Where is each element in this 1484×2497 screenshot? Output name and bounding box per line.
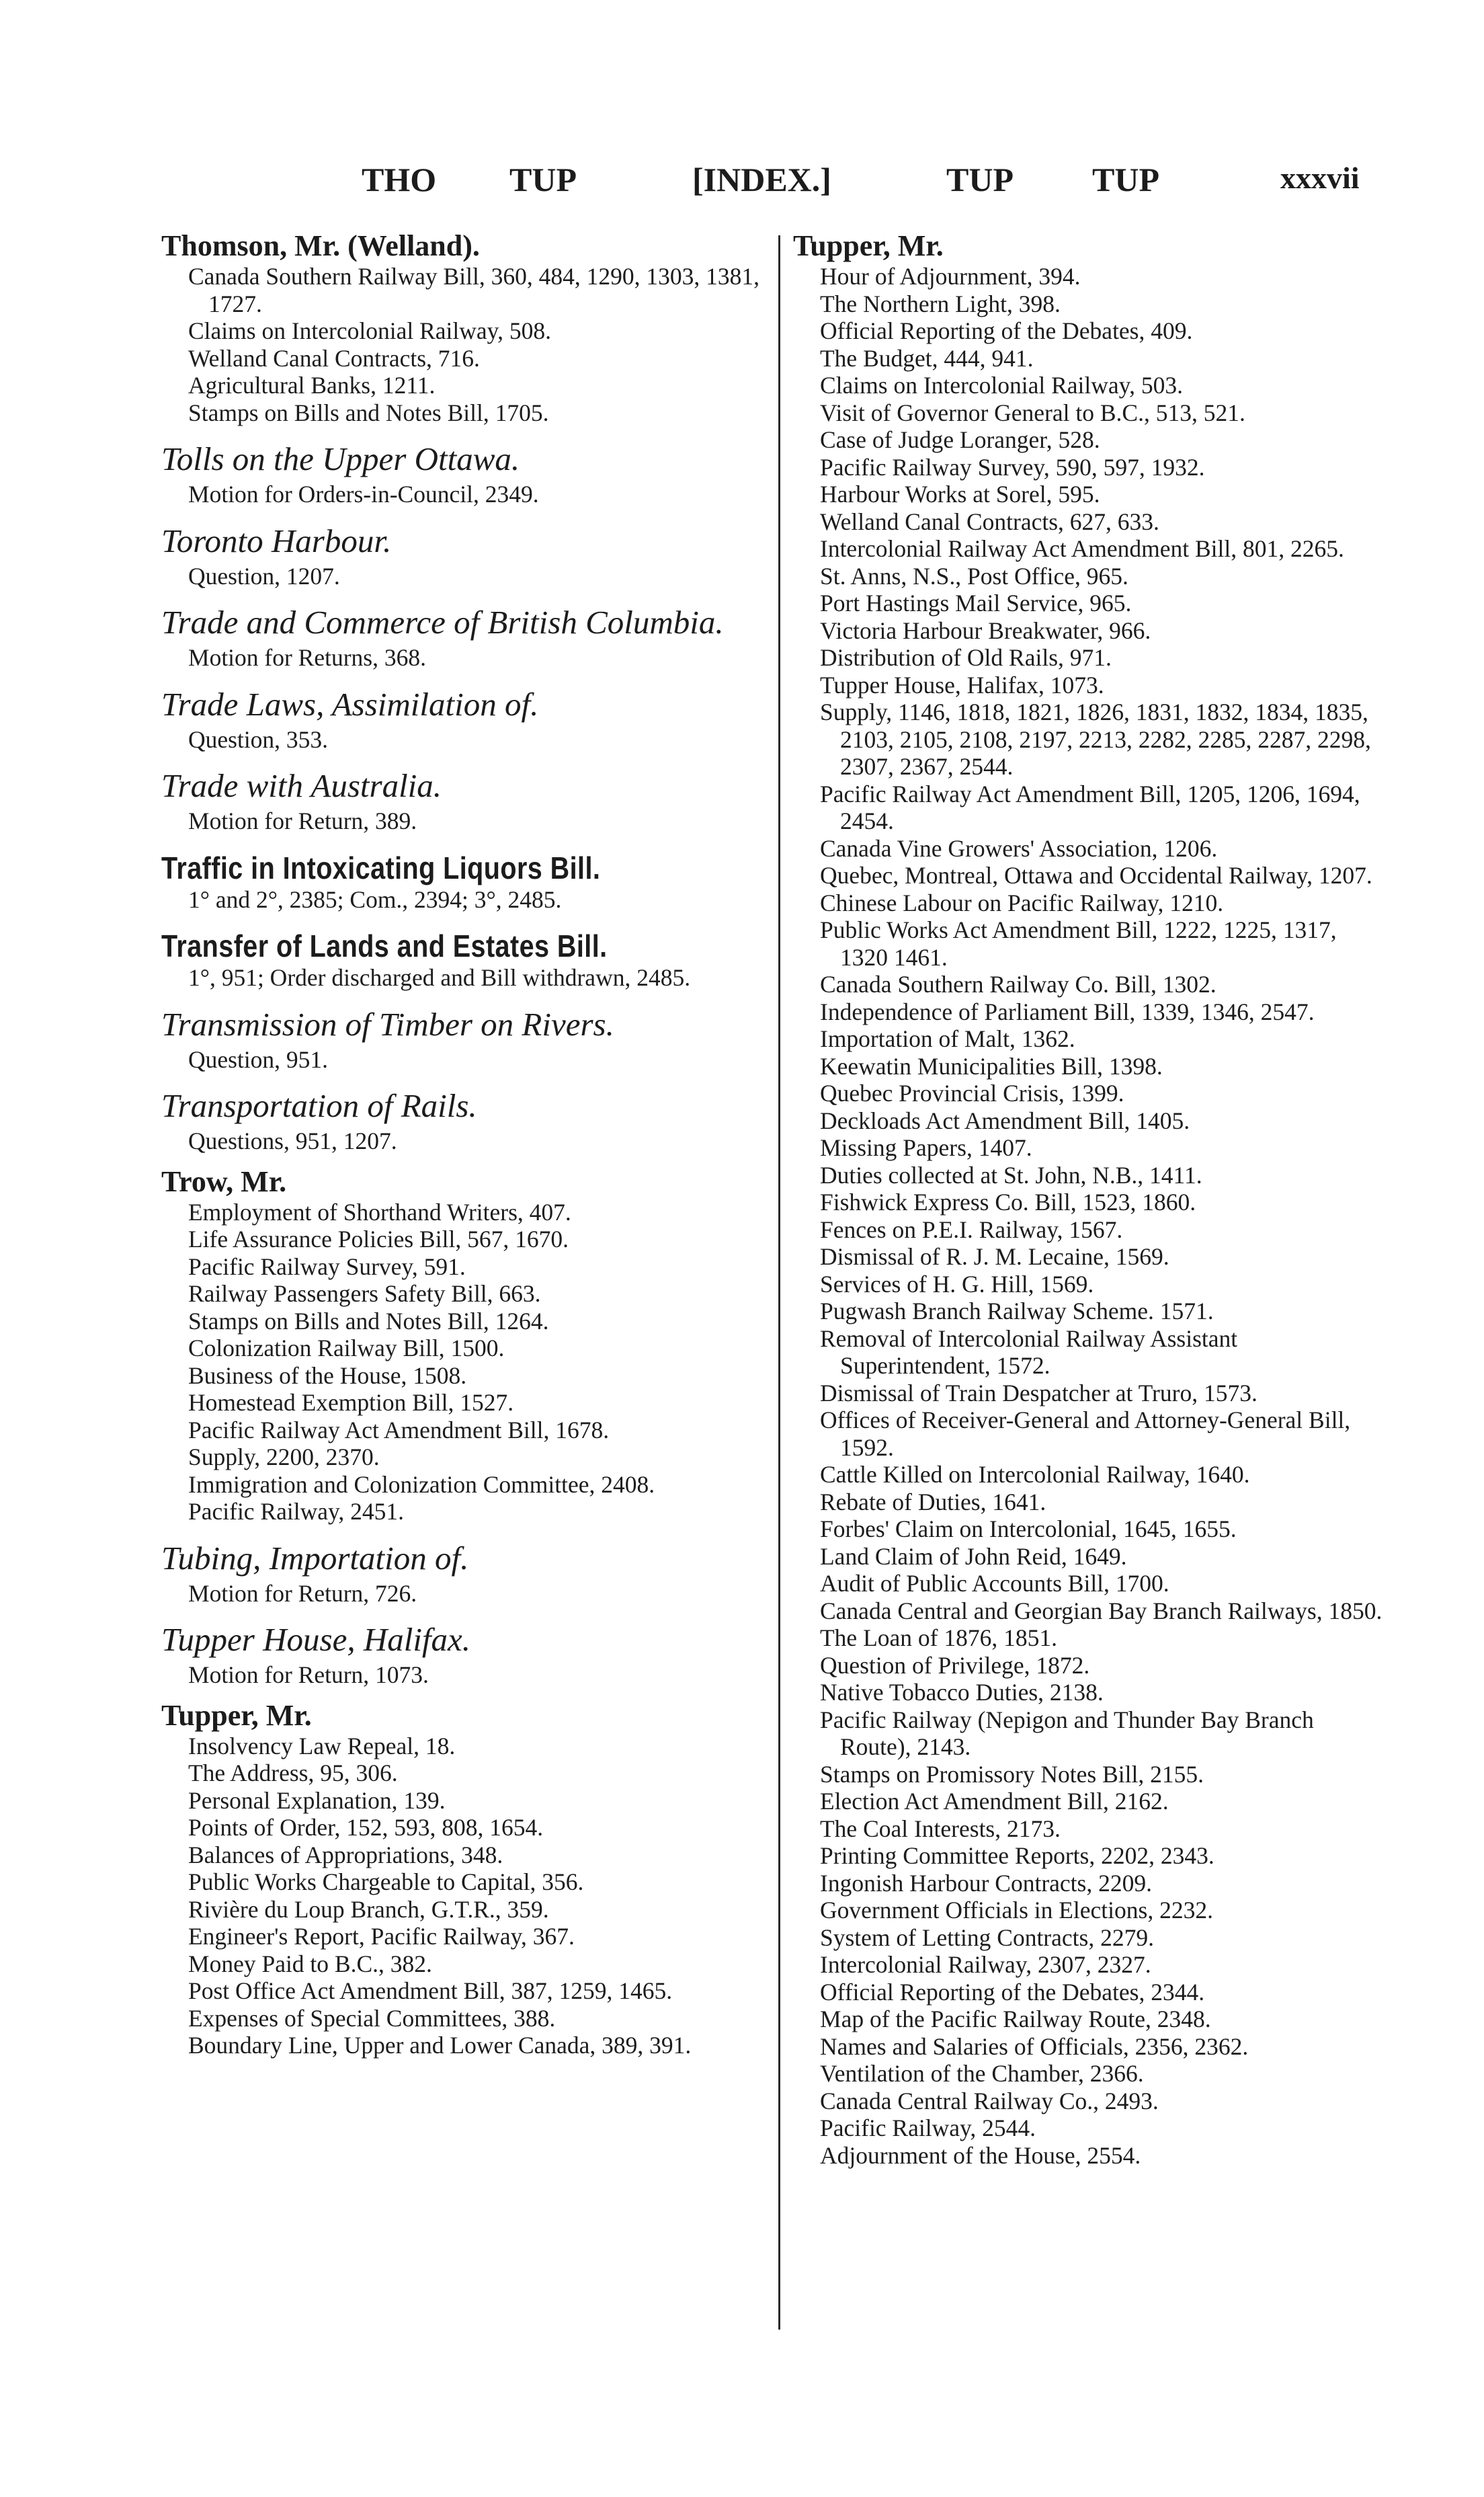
topic-heading: Trade Laws, Assimilation of. [161,685,539,723]
index-reference: Pacific Railway Survey, 591. [188,1253,466,1280]
index-entry [161,685,759,754]
index-reference: Pacific Railway Act Amendment Bill, 1678. [188,1416,610,1443]
index-reference: Intercolonial Railway, 2307, 2327. [820,1951,1151,1978]
index-reference: Victoria Harbour Breakwater, 966. [820,617,1151,644]
topic-heading: Trade with Australia. [161,767,442,804]
index-reference: Public Works Chargeable to Capital, 356. [188,1868,584,1895]
index-reference: Public Works Act Amendment Bill, 1222, 1225, 1317, 1320 1461. [820,916,1337,971]
index-reference: Native Tobacco Duties, 2138. [820,1679,1104,1706]
index-reference: Cattle Killed on Intercolonial Railway, 1640. [820,1461,1250,1488]
index-reference: Supply, 1146, 1818, 1821, 1826, 1831, 1832, 1834, 1835, 2103, 2105, 2108, 2197, 2213, 2282, 2285, 2287, 2298, 2307, 2367, 2544. [820,699,1371,780]
index-reference: Motion for Return, 726. [188,1579,417,1607]
index-entry [161,1620,759,1689]
index-reference: Agricultural Banks, 1211. [188,372,436,399]
member-heading: Thomson, Mr. (Welland). [161,229,480,262]
index-reference: Official Reporting of the Debates, 2344. [820,1978,1205,2006]
index-reference: Services of H. G. Hill, 1569. [820,1270,1094,1298]
index-reference: Motion for Return, 1073. [188,1661,429,1688]
index-entry [161,440,759,508]
left-column [161,229,759,2059]
topic-heading: Tolls on the Upper Ottawa. [161,440,520,477]
index-reference: Deckloads Act Amendment Bill, 1405. [820,1107,1190,1134]
index-reference: Canada Central Railway Co., 2493. [820,2087,1159,2114]
index-reference: The Loan of 1876, 1851. [820,1624,1057,1651]
topic-heading: Toronto Harbour. [161,522,392,559]
index-entry [161,1086,759,1155]
index-reference: Quebec Provincial Crisis, 1399. [820,1080,1124,1107]
index-reference: Canada Southern Railway Co. Bill, 1302. [820,971,1217,998]
index-reference: Names and Salaries of Officials, 2356, 2362. [820,2032,1249,2060]
header-second-word: TUP [509,161,577,198]
member-heading: Tupper, Mr. [161,1698,312,1732]
column-divider [778,235,780,2330]
index-reference: The Northern Light, 398. [820,290,1061,317]
index-reference: Importation of Malt, 1362. [820,1025,1075,1052]
page-header [0,160,1484,207]
index-entry [161,1539,759,1608]
index-reference: Map of the Pacific Railway Route, 2348. [820,2006,1211,2032]
index-reference: Immigration and Colonization Committee, 2408. [188,1470,655,1498]
index-entry [161,928,759,992]
index-reference: Intercolonial Railway Act Amendment Bill, 801, 2265. [820,535,1344,562]
index-reference: Question of Privilege, 1872. [820,1651,1090,1679]
bill-heading: Traffic in Intoxicating Liquors Bill. [161,850,601,885]
index-reference: Motion for Orders-in-Council, 2349. [188,481,539,508]
index-reference: Claims on Intercolonial Railway, 503. [820,372,1183,399]
index-reference: Rebate of Duties, 1641. [820,1488,1046,1515]
index-entry [793,229,1385,2169]
index-reference: Life Assurance Policies Bill, 567, 1670. [188,1226,569,1253]
index-reference: Harbour Works at Sorel, 595. [820,481,1100,508]
index-reference: Business of the House, 1508. [188,1361,467,1389]
index-entry [161,1164,759,1525]
header-third-word: TUP [946,161,1014,198]
index-reference: Printing Committee Reports, 2202, 2343. [820,1842,1214,1869]
index-reference: System of Letting Contracts, 2279. [820,1924,1154,1951]
index-reference: Stamps on Promissory Notes Bill, 2155. [820,1760,1204,1788]
index-reference: Question, 951. [188,1045,329,1073]
index-reference: 1° and 2°, 2385; Com., 2394; 3°, 2485. [188,885,562,913]
index-reference: Chinese Labour on Pacific Railway, 1210. [820,889,1224,916]
index-reference: Pugwash Branch Railway Scheme. 1571. [820,1298,1214,1324]
index-reference: The Address, 95, 306. [188,1759,398,1786]
index-reference: Audit of Public Accounts Bill, 1700. [820,1570,1169,1597]
index-reference: Adjournment of the House, 2554. [820,2141,1141,2169]
index-reference: Colonization Railway Bill, 1500. [188,1335,505,1361]
index-reference: Missing Papers, 1407. [820,1134,1032,1161]
page-number: xxxvii [1280,161,1360,195]
index-reference: Insolvency Law Repeal, 18. [188,1732,456,1759]
index-reference: Port Hastings Mail Service, 965. [820,590,1132,617]
member-heading: Tupper, Mr. [793,229,944,262]
index-reference: Motion for Returns, 368. [188,644,426,671]
index-entry [161,522,759,590]
header-fourth-word: TUP [1092,161,1159,198]
index-reference: Government Officials in Elections, 2232. [820,1897,1213,1924]
index-reference: Dismissal of Train Despatcher at Truro, 1573. [820,1379,1258,1406]
index-reference: Engineer's Report, Pacific Railway, 367. [188,1923,575,1950]
index-reference: Land Claim of John Reid, 1649. [820,1542,1127,1570]
index-reference: Case of Judge Loranger, 528. [820,426,1100,453]
index-reference: Duties collected at St. John, N.B., 1411. [820,1161,1202,1189]
index-reference: Money Paid to B.C., 382. [188,1950,432,1977]
index-reference: Distribution of Old Rails, 971. [820,644,1112,671]
index-reference: Forbes' Claim on Intercolonial, 1645, 1655. [820,1515,1237,1542]
index-reference: Official Reporting of the Debates, 409. [820,317,1193,344]
topic-heading: Transmission of Timber on Rivers. [161,1005,614,1043]
index-reference: Pacific Railway Survey, 590, 597, 1932. [820,453,1205,481]
index-reference: Boundary Line, Upper and Lower Canada, 389, 391. [188,2032,692,2059]
index-reference: Homestead Exemption Bill, 1527. [188,1389,514,1416]
index-reference: Supply, 2200, 2370. [188,1443,380,1470]
index-reference: Claims on Intercolonial Railway, 508. [188,317,551,344]
index-reference: Employment of Shorthand Writers, 407. [188,1198,571,1226]
topic-heading: Trade and Commerce of British Columbia. [161,604,724,641]
index-reference: Keewatin Municipalities Bill, 1398. [820,1052,1163,1080]
index-reference: Stamps on Bills and Notes Bill, 1264. [188,1307,549,1335]
index-reference: Pacific Railway (Nepigon and Thunder Bay Branch Route), 2143. [820,1706,1314,1760]
index-entry [161,850,759,914]
header-first-word: THO [362,161,437,198]
index-reference: Personal Explanation, 139. [188,1786,446,1814]
index-reference: Rivière du Loup Branch, G.T.R., 359. [188,1895,549,1923]
index-reference: Removal of Intercolonial Railway Assistant Superintendent, 1572. [820,1324,1238,1379]
index-entry [161,1005,759,1074]
index-reference: Question, 1207. [188,562,340,590]
topic-heading: Tupper House, Halifax. [161,1621,471,1658]
header-index-label: [INDEX.] [692,161,831,198]
index-reference: Canada Southern Railway Bill, 360, 484, 1290, 1303, 1381, 1727. [188,263,759,317]
index-reference: St. Anns, N.S., Post Office, 965. [820,562,1128,590]
index-reference: Tupper House, Halifax, 1073. [820,671,1104,699]
index-entry [161,603,759,672]
index-reference: Welland Canal Contracts, 627, 633. [820,508,1159,535]
index-reference: Balances of Appropriations, 348. [188,1841,503,1868]
index-reference: Post Office Act Amendment Bill, 387, 1259, 1465. [188,1977,673,2004]
topic-heading: Tubing, Importation of. [161,1539,469,1577]
index-entry [161,766,759,835]
index-reference: Election Act Amendment Bill, 2162. [820,1788,1169,1815]
index-reference: Canada Central and Georgian Bay Branch Railways, 1850. [820,1597,1383,1624]
right-column [793,229,1385,2169]
index-entry [161,229,759,426]
index-reference: Visit of Governor General to B.C., 513, 521. [820,399,1245,426]
index-reference: Railway Passengers Safety Bill, 663. [188,1280,541,1307]
member-heading: Trow, Mr. [161,1164,287,1198]
index-reference: The Budget, 444, 941. [820,344,1034,372]
index-reference: Expenses of Special Committees, 388. [188,2004,556,2032]
index-reference: Quebec, Montreal, Ottawa and Occidental Railway, 1207. [820,862,1372,889]
index-reference: 1°, 951; Order discharged and Bill withdrawn, 2485. [188,964,691,991]
index-reference: Question, 353. [188,725,329,753]
index-reference: Ingonish Harbour Contracts, 2209. [820,1869,1152,1897]
index-reference: Canada Vine Growers' Association, 1206. [820,834,1218,862]
index-reference: Questions, 951, 1207. [188,1127,397,1154]
index-reference: Offices of Receiver-General and Attorney-General Bill, 1592. [820,1406,1351,1461]
index-reference: The Coal Interests, 2173. [820,1815,1061,1842]
index-reference: Independence of Parliament Bill, 1339, 1346, 2547. [820,998,1315,1025]
index-reference: Motion for Return, 389. [188,807,417,834]
index-reference: Points of Order, 152, 593, 808, 1654. [188,1814,544,1841]
index-reference: Dismissal of R. J. M. Lecaine, 1569. [820,1243,1169,1270]
index-reference: Welland Canal Contracts, 716. [188,344,480,372]
index-reference: Pacific Railway, 2451. [188,1498,405,1525]
index-reference: Hour of Adjournment, 394. [820,263,1081,290]
index-reference: Pacific Railway Act Amendment Bill, 1205, 1206, 1694, 2454. [820,780,1360,834]
index-reference: Fishwick Express Co. Bill, 1523, 1860. [820,1189,1196,1216]
index-reference: Stamps on Bills and Notes Bill, 1705. [188,399,549,426]
index-entry [161,1698,759,2059]
index-reference: Pacific Railway, 2544. [820,2114,1036,2141]
index-reference: Fences on P.E.I. Railway, 1567. [820,1216,1123,1243]
index-reference: Ventilation of the Chamber, 2366. [820,2060,1144,2087]
topic-heading: Transportation of Rails. [161,1087,477,1124]
bill-heading: Transfer of Lands and Estates Bill. [161,928,608,963]
